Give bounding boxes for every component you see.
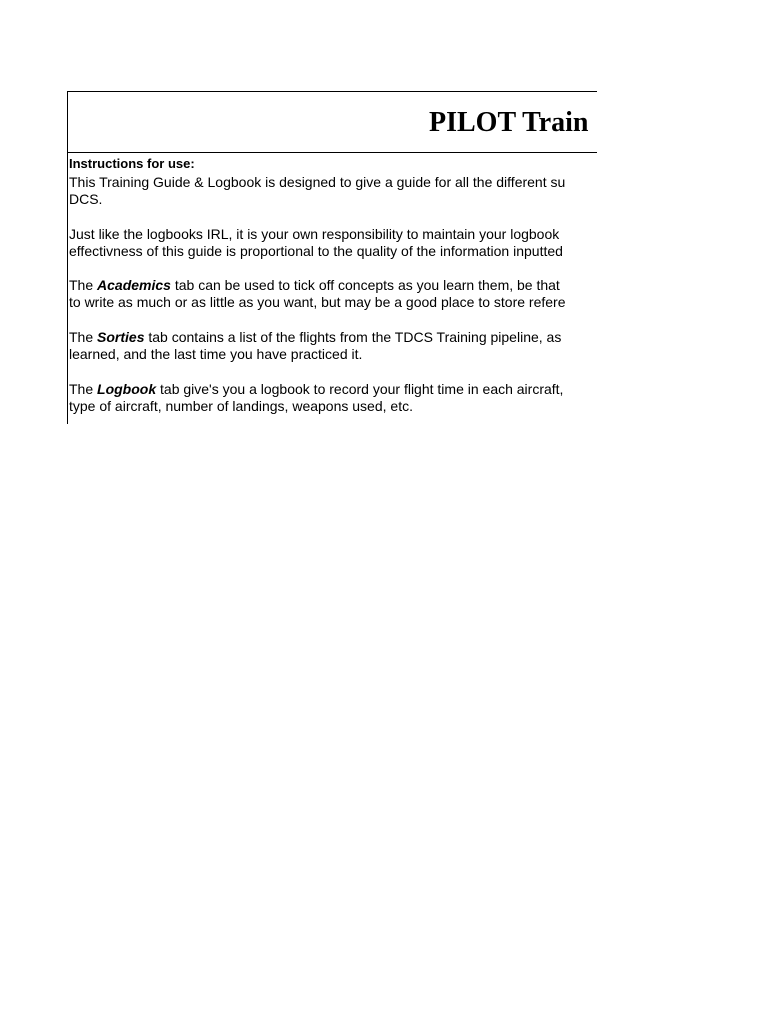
- spreadsheet-page: [67, 91, 597, 424]
- instructions-heading: Instructions for use:: [69, 156, 195, 171]
- page-title: PILOT Train: [429, 107, 589, 138]
- paragraph-prefix: The: [69, 277, 98, 293]
- paragraph-line: DCS.: [69, 191, 103, 207]
- paragraph-prefix: The: [69, 329, 98, 345]
- tab-name-academics: Academics: [97, 277, 171, 293]
- paragraph-line: learned, and the last time you have practiced it.: [69, 346, 363, 362]
- paragraph-line: effectivness of this guide is proportional to the quality of the information inputted: [69, 243, 563, 259]
- title-box: [68, 91, 597, 153]
- paragraph-line: This Training Guide & Logbook is designed to give a guide for all the different su: [69, 174, 566, 190]
- paragraph-text: tab can be used to tick off concepts as you learn them, be that: [170, 277, 560, 293]
- instructions-paragraph-sorties: [69, 329, 561, 363]
- instructions-paragraph-logbook: [69, 381, 563, 415]
- paragraph-text: tab contains a list of the flights from the TDCS Training pipeline, as: [144, 329, 562, 345]
- tab-name-logbook: Logbook: [97, 381, 157, 397]
- paragraph-line: Just like the logbooks IRL, it is your own responsibility to maintain your logbook: [69, 226, 560, 242]
- paragraph-line: to write as much or as little as you want, but may be a good place to store refere: [69, 294, 566, 310]
- instructions-paragraph-academics: [69, 277, 565, 311]
- instructions-paragraph-logbook-responsibility: [69, 226, 563, 260]
- paragraph-prefix: The: [69, 381, 98, 397]
- paragraph-line: type of aircraft, number of landings, weapons used, etc.: [69, 398, 413, 414]
- tab-name-sorties: Sorties: [97, 329, 145, 345]
- instructions-paragraph-intro: [69, 174, 565, 208]
- paragraph-line: [69, 277, 565, 294]
- paragraph-text: tab give's you a logbook to record your flight time in each aircraft,: [156, 381, 564, 397]
- paragraph-line: [69, 329, 561, 346]
- paragraph-line: [69, 381, 563, 398]
